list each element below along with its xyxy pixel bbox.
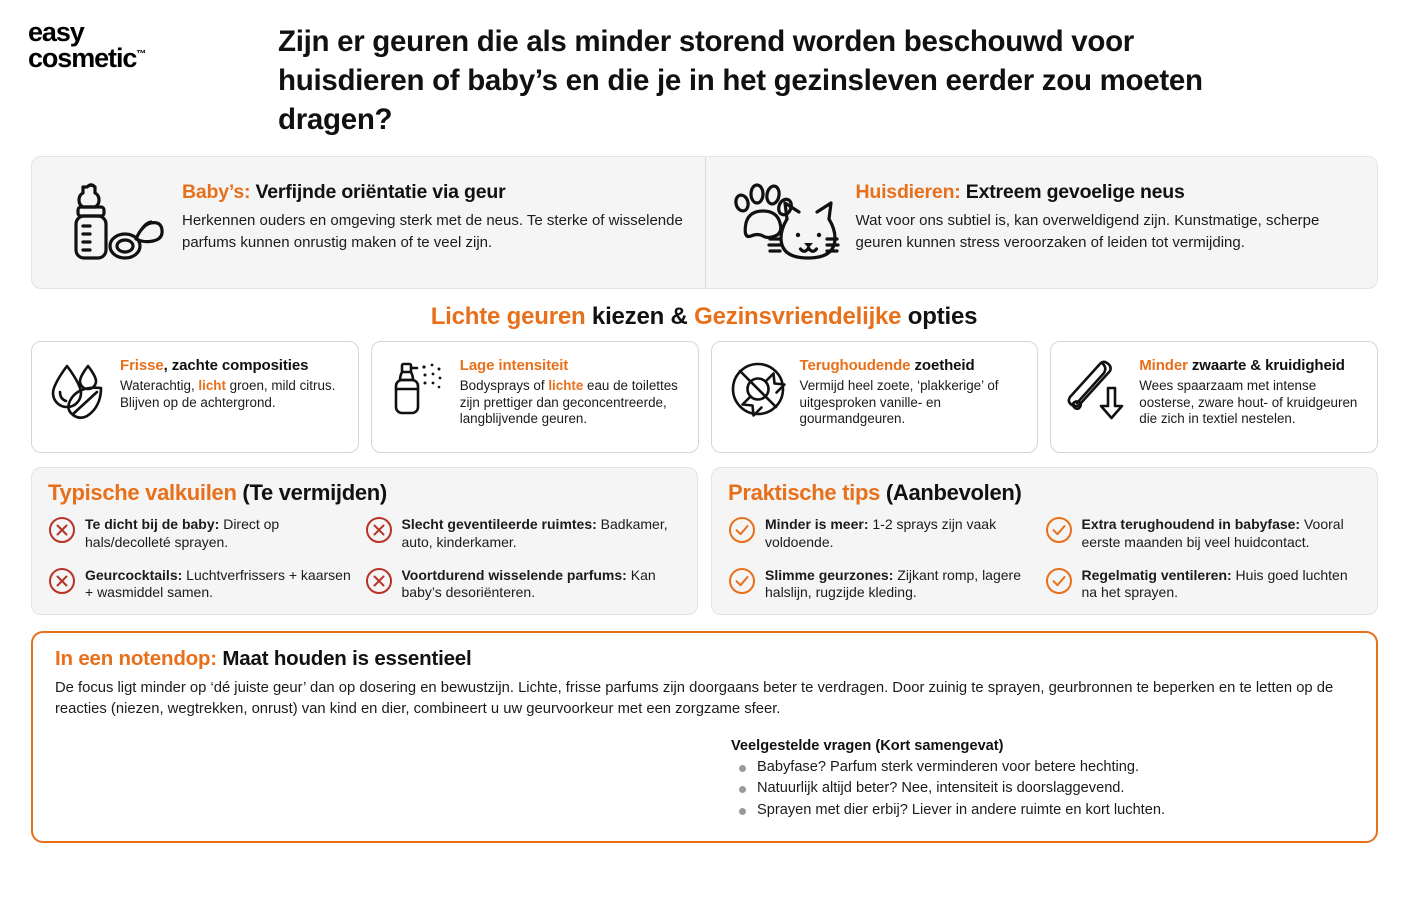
list-item-rest: Zijkant romp, lagere halslijn, rugzijde kleding. <box>765 566 1021 601</box>
x-circle-icon <box>365 567 393 595</box>
cinnamon-stick-down-arrow-icon <box>1065 356 1129 422</box>
audience-title-pets <box>856 181 1358 204</box>
feature-card-desc-b: groen, mild citrus. Blijven op de achtergrond. <box>120 377 336 410</box>
list-item-rest: Vooral eerste maanden bij veel huidcontact. <box>1081 516 1344 550</box>
paw-cat-icon <box>728 179 840 265</box>
pitfalls-panel <box>31 467 698 615</box>
feature-card-title <box>1139 357 1365 375</box>
feature-card-title <box>460 357 686 375</box>
feature-card-desc-accent: lichte <box>548 377 584 393</box>
feature-card-desc <box>1139 378 1365 429</box>
faq-block <box>55 738 1356 820</box>
feature-card-title-accent: Frisse <box>120 357 164 374</box>
summary-text: De focus ligt minder op ‘dé juiste geur’ dan op dosering en bewustzijn. Lichte, frisse parfums zijn doorgaans beter te verdragen. Door zuinig te sprayen, geurbronnen te beperken en te letten op de reacties (niezen, wegtrekken, onrust) van kind en dier, combineert u uw geurvoorkeur met een zorgzame sfeer. <box>55 680 1334 718</box>
check-circle-icon <box>728 516 756 544</box>
faq-list <box>731 757 1356 820</box>
summary-title-accent: In een notendop: <box>55 647 217 670</box>
check-circle-icon <box>1045 516 1073 544</box>
list-item-rest: Direct op hals/decolleté sprayen. <box>85 516 280 550</box>
section-heading-part3: Gezinsvriendelijke <box>694 303 902 330</box>
audience-desc-pets: Wat voor ons subtiel is, kan overweldigend zijn. Kunstmatige, scherpe geuren kunnen stress veroorzaken of leiden tot vermijding. <box>855 212 1320 251</box>
section-heading-part2: kiezen & <box>585 303 695 330</box>
list-item-text <box>85 515 357 552</box>
audience-column-babies <box>32 157 705 288</box>
trademark-symbol: ™ <box>136 48 147 60</box>
faq-item: Sprayen met dier erbij? Liever in andere ruimte en kort luchten. <box>731 800 1356 821</box>
list-item-bold: Slimme geurzones: <box>765 566 894 583</box>
brand-logo <box>28 14 278 72</box>
list-item-text <box>1082 566 1354 603</box>
section-heading-part4: opties <box>901 303 978 330</box>
brand-line-2: cosmetic <box>28 42 137 73</box>
pitfalls-tips-row <box>0 453 1408 615</box>
faq-title: Veelgestelde vragen (Kort samengevat) <box>731 738 1004 755</box>
feature-card-low-intensity <box>371 341 699 453</box>
feature-card-title-rest: zwaarte & kruidigheid <box>1187 357 1345 374</box>
list-item-bold: Te dicht bij de baby: <box>85 516 220 532</box>
list-item-bold: Extra terughoudend in babyfase: <box>1081 516 1301 532</box>
droplet-leaf-icon <box>46 356 110 422</box>
audience-title-accent: Huisdieren: <box>855 181 961 203</box>
spray-bottle-icon <box>386 356 450 422</box>
list-item-rest: Badkamer, auto, kinderkamer. <box>401 516 668 550</box>
list-item-bold: Slecht geventileerde ruimtes: <box>401 516 597 532</box>
feature-card-desc <box>460 378 686 429</box>
tips-title <box>728 480 1361 506</box>
page-title: Zijn er geuren die als minder storend worden beschouwd voor huisdieren of baby’s en die je in het gezinsleven eerder zou moeten dragen? <box>278 25 1203 137</box>
summary-box <box>31 631 1378 843</box>
feature-card-sweetness <box>711 341 1039 453</box>
list-item <box>365 515 682 566</box>
list-item-rest: Huis goed luchten na het sprayen. <box>1081 566 1348 601</box>
feature-card-desc <box>120 378 346 412</box>
feature-card-title-accent: Terughoudende <box>799 357 911 374</box>
audience-desc-babies: Herkennen ouders en omgeving sterk met de neus. Te sterke of wisselende parfums kunnen onrustig maken of te veel zijn. <box>182 212 683 251</box>
list-item-bold: Regelmatig ventileren: <box>1081 566 1232 583</box>
summary-title <box>55 647 1356 671</box>
audience-title-rest: Extreem gevoelige neus <box>960 181 1185 203</box>
list-item <box>728 515 1045 566</box>
list-item-text <box>402 566 674 603</box>
feature-card-desc-a: Waterachtig, <box>120 377 199 393</box>
tips-title-accent: Praktische tips <box>728 480 881 505</box>
feature-card-title-accent: Minder <box>1139 357 1188 374</box>
feature-card-fresh <box>31 341 359 453</box>
list-item-bold: Voortdurend wisselende parfums: <box>401 566 627 583</box>
feature-card-desc-a: Vermijd heel zoete, ‘plakkerige’ of uitgesproken vanille- en gourmandgeuren. <box>799 377 999 427</box>
list-item <box>48 566 365 615</box>
section-heading-part1: Lichte geuren <box>430 303 586 330</box>
check-circle-icon <box>1045 567 1073 595</box>
feature-card-title-rest: , zachte composities <box>163 357 309 374</box>
list-item-text <box>402 515 674 552</box>
list-item-rest: Luchtverfrissers + kaarsen + wasmiddel samen. <box>85 566 351 601</box>
no-candy-icon <box>726 356 790 422</box>
audience-title-babies <box>182 181 685 204</box>
audience-column-pets <box>705 157 1378 288</box>
feature-card-title <box>120 357 346 375</box>
list-item <box>1045 515 1362 566</box>
list-item-bold: Minder is meer: <box>765 516 869 532</box>
list-item <box>728 566 1045 615</box>
list-item <box>1045 566 1362 615</box>
x-circle-icon <box>48 567 76 595</box>
section-heading <box>0 303 1408 331</box>
feature-card-desc-a: Wees spaarzaam met intense oosterse, zware hout- of kruidgeuren die zich in textiel nestelen. <box>1139 377 1358 427</box>
list-item-text <box>85 566 357 603</box>
x-circle-icon <box>365 516 393 544</box>
feature-card-desc-b: eau de toilettes zijn prettiger dan geconcentreerde, langblijvende geuren. <box>459 377 678 427</box>
tips-panel <box>711 467 1378 615</box>
brand-line-1: easy <box>28 17 84 47</box>
feature-card-desc-accent: licht <box>198 377 226 393</box>
page-header <box>0 0 1408 150</box>
baby-bottle-pacifier-icon <box>54 179 166 265</box>
list-item <box>48 515 365 566</box>
list-item-bold: Geurcocktails: <box>85 566 183 583</box>
feature-card-list <box>0 341 1408 453</box>
feature-card-spiciness <box>1050 341 1378 453</box>
pitfalls-title <box>48 480 681 506</box>
feature-card-title <box>800 357 1026 375</box>
audience-title-rest: Verfijnde oriëntatie via geur <box>250 181 506 203</box>
faq-item: Natuurlijk altijd beter? Nee, intensiteit is doorslaggevend. <box>731 778 1356 799</box>
list-item-rest: Kan baby’s desoriënteren. <box>401 566 656 601</box>
check-circle-icon <box>728 567 756 595</box>
faq-item: Babyfase? Parfum sterk verminderen voor betere hechting. <box>731 757 1356 778</box>
feature-card-title-rest: zoetheid <box>910 357 975 374</box>
tips-title-rest: (Aanbevolen) <box>880 480 1022 505</box>
list-item-text <box>765 566 1037 603</box>
audience-title-accent: Baby’s: <box>182 181 251 203</box>
x-circle-icon <box>48 516 76 544</box>
feature-card-desc-a: Bodysprays of <box>459 377 549 393</box>
list-item-text <box>1082 515 1354 552</box>
feature-card-title-accent: Lage intensiteit <box>459 357 569 374</box>
list-item-rest: 1-2 sprays zijn vaak voldoende. <box>765 516 997 550</box>
pitfalls-title-rest: (Te vermijden) <box>236 480 387 505</box>
audience-panel <box>31 156 1378 289</box>
list-item <box>365 566 682 615</box>
pitfalls-title-accent: Typische valkuilen <box>48 480 237 505</box>
feature-card-desc <box>800 378 1026 429</box>
list-item-text <box>765 515 1037 552</box>
summary-title-rest: Maat houden is essentieel <box>216 647 472 670</box>
